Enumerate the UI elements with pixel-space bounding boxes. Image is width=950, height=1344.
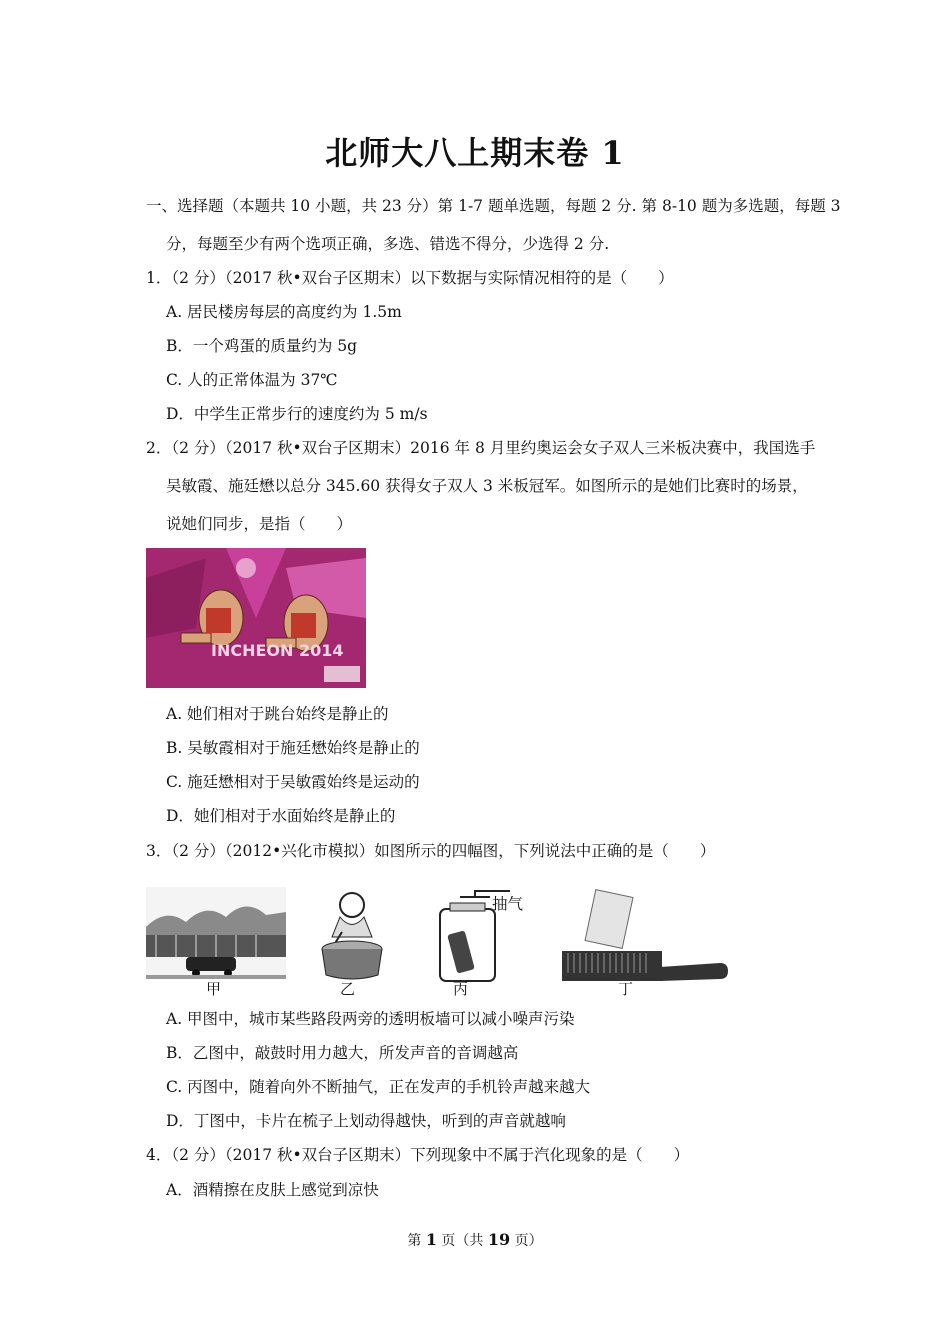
q1-option-c: C. 人的正常体温为 37℃ (166, 371, 338, 389)
section-heading-line1: 一、选择题（本题共 10 小题，共 23 分）第 1-7 题单选题，每题 2 分. 第 8-10 题为多选题，每题 3 (146, 197, 841, 215)
figure-bing-vacuum-jar (430, 872, 530, 1002)
q2-stem-line3: 说她们同步，是指（ ） (166, 515, 353, 533)
q3-option-d: D．丁图中，卡片在梳子上划动得越快，听到的声音就越响 (166, 1112, 566, 1130)
q2-stem-line2: 吴敏霞、施廷懋以总分 345.60 获得女子双人 3 米板冠军。如图所示的是她们比赛时的场景， (166, 477, 808, 495)
caption-jia: 甲 (206, 980, 222, 998)
footer-suffix: 页） (510, 1233, 543, 1249)
caption-bing: 丙 (453, 980, 469, 998)
q1-stem: 1．（2 分）（2017 秋•双台子区期末）以下数据与实际情况相符的是（ ） (146, 269, 674, 287)
page-footer (0, 1230, 950, 1250)
section-heading-line2: 分，每题至少有两个选项正确，多选、错选不得分，少选得 2 分. (166, 235, 610, 253)
q2-option-d: D．她们相对于水面始终是静止的 (166, 807, 396, 825)
q2-option-c: C. 施廷懋相对于吴敏霞始终是运动的 (166, 773, 420, 791)
figure-ding-comb (560, 872, 730, 1002)
label-pump-air: 抽气 (492, 895, 524, 913)
q4-option-a: A．酒精擦在皮肤上感觉到凉快 (166, 1181, 379, 1199)
q1-option-b: B．一个鸡蛋的质量约为 5g (166, 337, 358, 355)
footer-total-pages: 19 (487, 1230, 511, 1249)
photo-banner-text: INCHEON 2014 (211, 641, 344, 660)
q1-option-d: D．中学生正常步行的速度约为 5 m/s (166, 405, 428, 423)
q1-option-a: A. 居民楼房每层的高度约为 1.5m (166, 303, 402, 321)
q4-stem: 4．（2 分）（2017 秋•双台子区期末）下列现象中不属于汽化现象的是（ ） (146, 1146, 690, 1164)
footer-prefix: 第 (407, 1233, 426, 1249)
q2-option-b: B. 吴敏霞相对于施廷懋始终是静止的 (166, 739, 420, 757)
footer-page-number: 1 (425, 1230, 437, 1249)
q2-stem-line1: 2．（2 分）（2017 秋•双台子区期末）2016 年 8 月里约奥运会女子双人三米板决赛中，我国选手 (146, 439, 816, 457)
q3-option-b: B．乙图中，敲鼓时用力越大，所发声音的音调越高 (166, 1044, 519, 1062)
diving-photo (146, 548, 366, 688)
q3-stem: 3．（2 分）（2012•兴化市模拟）如图所示的四幅图，下列说法中正确的是（ ） (146, 842, 716, 860)
q2-option-a: A. 她们相对于跳台始终是静止的 (166, 705, 389, 723)
caption-ding: 丁 (618, 980, 634, 998)
footer-middle: 页（共 (436, 1233, 488, 1249)
q3-option-a: A. 甲图中，城市某些路段两旁的透明板墙可以减小噪声污染 (166, 1010, 575, 1028)
q3-option-c: C. 丙图中，随着向外不断抽气，正在发声的手机铃声越来越大 (166, 1078, 591, 1096)
caption-yi: 乙 (340, 980, 356, 998)
page-title: 北师大八上期末卷 1 (325, 134, 625, 172)
